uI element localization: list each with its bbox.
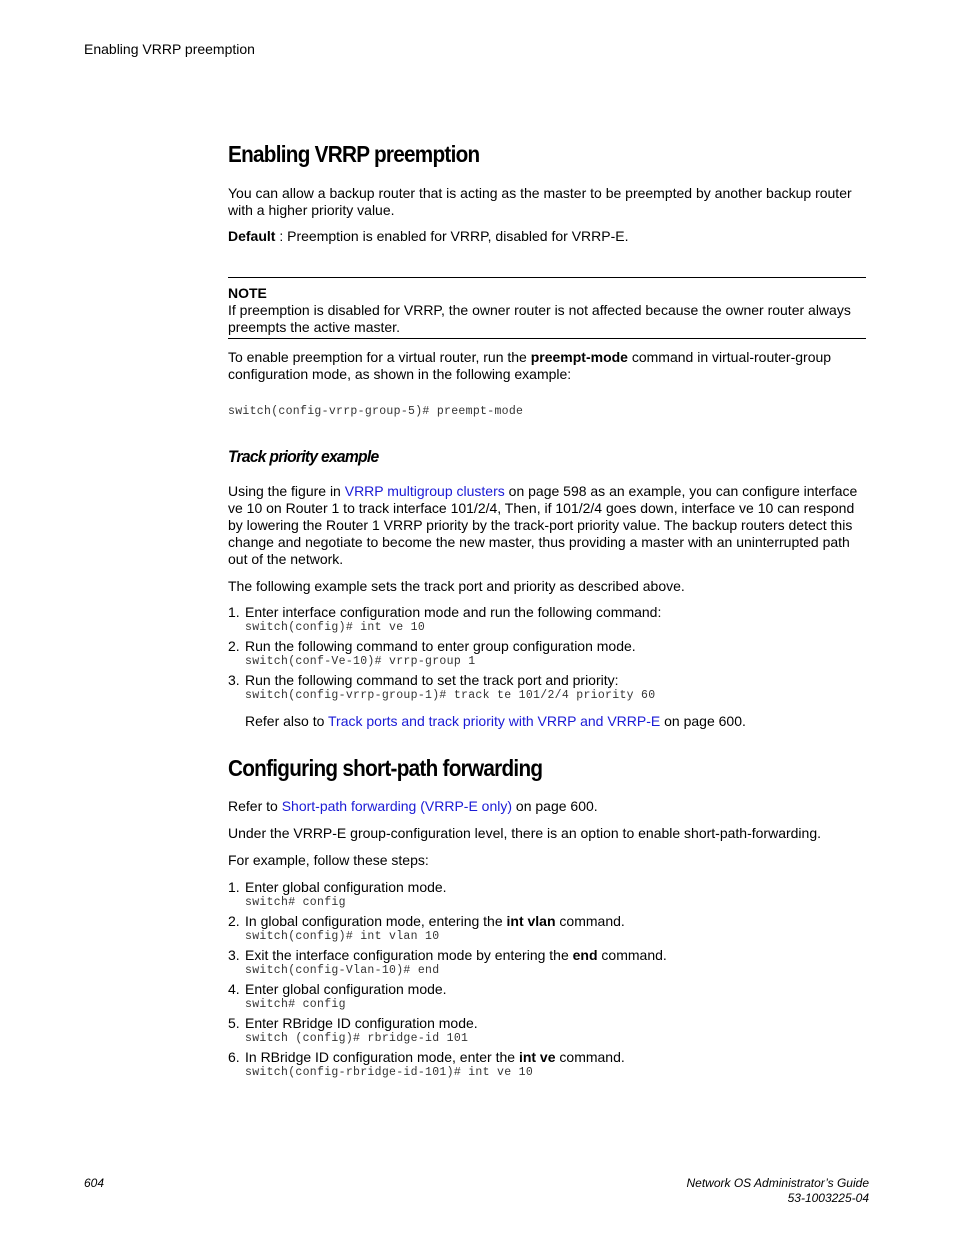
running-header: Enabling VRRP preemption — [84, 41, 255, 57]
step-number: 2. — [228, 638, 240, 654]
footer-page-number: 604 — [84, 1176, 105, 1190]
track-example-intro: The following example sets the track port and priority as described above. — [228, 578, 685, 594]
list-item — [228, 604, 866, 635]
refer-pre: Refer to — [228, 798, 282, 814]
list-item — [228, 879, 866, 910]
refer-also-pre: Refer also to — [245, 713, 329, 729]
enable-text-pre: To enable preemption for a virtual router, run the — [228, 349, 531, 365]
step-code: switch(config-rbridge-id-101)# int ve 10 — [245, 1066, 534, 1079]
track-paragraph — [228, 483, 866, 568]
step-text: Enter RBridge ID configuration mode. — [245, 1015, 478, 1031]
refer-post: on page 600. — [512, 798, 598, 814]
step-number: 5. — [228, 1015, 240, 1031]
enable-preemption-paragraph — [228, 349, 866, 383]
step-text: In RBridge ID configuration mode, enter the — [245, 1049, 519, 1065]
track-ports-link[interactable]: Track ports and track priority with VRRP and VRRP-E — [328, 713, 661, 729]
short-path-forwarding-link[interactable]: Short-path forwarding (VRRP-E only) — [281, 798, 513, 814]
step-text-post: command. — [555, 1049, 625, 1065]
step-number: 4. — [228, 981, 240, 997]
step-number: 3. — [228, 672, 240, 688]
preempt-example-code: switch(config-vrrp-group-5)# preempt-mode — [228, 405, 524, 418]
step-text: Enter global configuration mode. — [245, 981, 447, 997]
step-code: switch(config)# int ve 10 — [245, 621, 426, 634]
note-title: NOTE — [228, 285, 267, 301]
step-command: int ve — [518, 1049, 556, 1065]
footer-guide-title: Network OS Administrator’s Guide — [686, 1176, 869, 1190]
step-command: end — [572, 947, 598, 963]
note-text: If preemption is disabled for VRRP, the owner router is not affected because the owner router always preempts the active master. — [228, 302, 851, 335]
step-text: Exit the interface configuration mode by entering the — [245, 947, 573, 963]
step-text: Run the following command to set the track port and priority: — [245, 672, 619, 688]
step-text: Enter global configuration mode. — [245, 879, 447, 895]
step-text: In global configuration mode, entering the — [245, 913, 507, 929]
short-path-steps-list — [228, 879, 866, 1080]
step-number: 1. — [228, 879, 240, 895]
step-code: switch(config-vrrp-group-1)# track te 101/2/4 priority 60 — [245, 689, 656, 702]
list-item — [228, 672, 866, 703]
step-number: 3. — [228, 947, 240, 963]
step-code: switch(config)# int vlan 10 — [245, 930, 440, 943]
steps-intro-paragraph: For example, follow these steps: — [228, 852, 429, 868]
note-box — [228, 277, 866, 339]
track-steps-list — [228, 604, 866, 703]
default-label: Default — [228, 228, 276, 244]
enable-text-post: command in virtual-router-group configuration mode, as shown in the following example: — [228, 349, 832, 382]
footer-doc-info — [686, 1176, 869, 1206]
step-number: 2. — [228, 913, 240, 929]
vrrp-multigroup-clusters-link[interactable]: VRRP multigroup clusters — [344, 483, 505, 499]
default-paragraph — [228, 228, 866, 245]
step-command: int vlan — [506, 913, 556, 929]
section-title-short-path: Configuring short-path forwarding — [228, 755, 543, 781]
refer-also-post: on page 600. — [660, 713, 746, 729]
default-text: : Preemption is enabled for VRRP, disabled for VRRP-E. — [275, 228, 629, 244]
step-text-post: command. — [555, 913, 625, 929]
step-number: 6. — [228, 1049, 240, 1065]
track-priority-title: Track priority example — [228, 447, 379, 466]
step-text: Enter interface configuration mode and run the following command: — [245, 604, 662, 620]
step-text: Run the following command to enter group configuration mode. — [245, 638, 636, 654]
step-text-post: command. — [597, 947, 667, 963]
list-item — [228, 1049, 866, 1080]
step-number: 1. — [228, 604, 240, 620]
step-code: switch(config-Vlan-10)# end — [245, 964, 440, 977]
list-item — [228, 638, 866, 669]
intro-paragraph: You can allow a backup router that is acting as the master to be preempted by another backup router with a higher priority value. — [228, 185, 852, 218]
footer-doc-number: 53-1003225-04 — [787, 1191, 869, 1205]
step-code: switch# config — [245, 896, 346, 909]
track-text-post: on page 598 as an example, you can configure interface ve 10 on Router 1 to track interface 101/2/4, Then, if 101/2/4 goes down, interface ve 10 can respond by lowering the Router 1 VRRP priority by the track-port priority value. The backup routers detect this change and negotiate to become the new master, thus providing a master with an uninterrupted path out of the network. — [228, 483, 858, 567]
section-title-vrrp-preemption: Enabling VRRP preemption — [228, 141, 480, 167]
track-text-pre: Using the figure in — [228, 483, 345, 499]
vrrpe-option-paragraph: Under the VRRP-E group-configuration level, there is an option to enable short-path-forwarding. — [228, 825, 821, 841]
preempt-mode-command: preempt-mode — [530, 349, 628, 365]
list-item — [228, 1015, 866, 1046]
step-code: switch# config — [245, 998, 346, 1011]
list-item — [228, 947, 866, 978]
list-item — [228, 913, 866, 944]
page-content — [228, 138, 866, 1080]
refer-also-paragraph — [228, 713, 866, 730]
list-item — [228, 981, 866, 1012]
short-path-refer-paragraph — [228, 798, 866, 815]
step-code: switch (config)# rbridge-id 101 — [245, 1032, 469, 1045]
step-code: switch(conf-Ve-10)# vrrp-group 1 — [245, 655, 476, 668]
